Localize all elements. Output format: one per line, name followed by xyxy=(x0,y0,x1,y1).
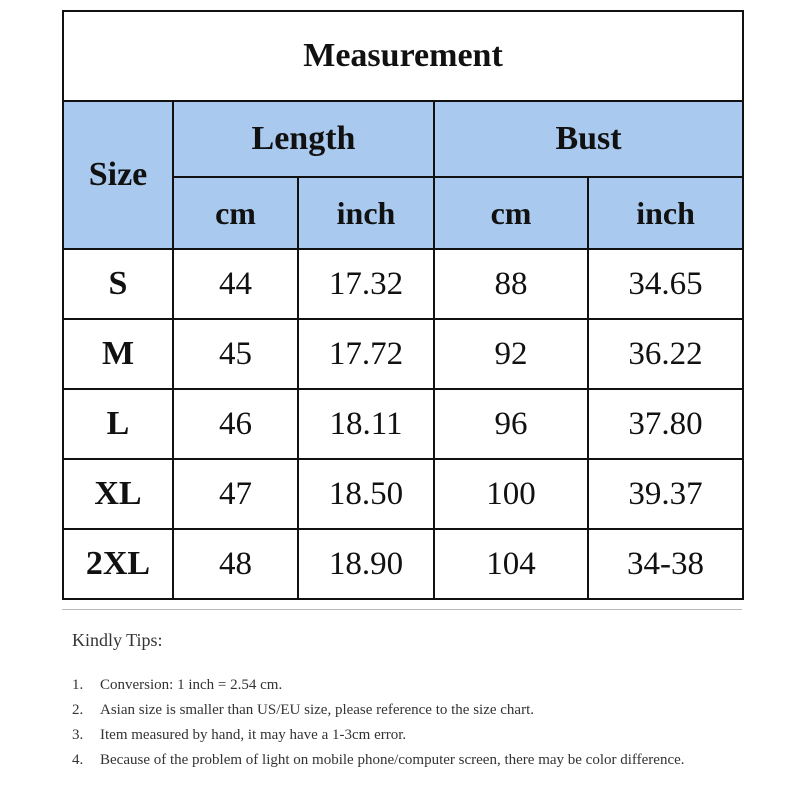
tips-heading: Kindly Tips: xyxy=(72,630,163,650)
length-inch-cell: 18.90 xyxy=(298,529,434,599)
tip-text: Conversion: 1 inch = 2.54 cm. xyxy=(100,677,283,693)
size-column-header: Size xyxy=(63,101,173,249)
length-cm-cell: 48 xyxy=(173,529,298,599)
measurement-table xyxy=(62,10,744,600)
bust-inch-cell: 36.22 xyxy=(588,319,743,389)
tip-number: 4. xyxy=(72,752,84,768)
table-row xyxy=(63,249,743,319)
bust-inch-cell: 34-38 xyxy=(588,529,743,599)
group-header-row xyxy=(63,101,743,177)
tip-number: 2. xyxy=(72,702,84,718)
length-group-header: Length xyxy=(173,101,434,177)
list-item xyxy=(72,723,762,748)
table-row xyxy=(63,529,743,599)
list-item xyxy=(72,673,762,698)
list-item xyxy=(72,748,762,773)
tips-list xyxy=(72,673,762,773)
bust-inch-header: inch xyxy=(588,177,743,249)
bust-cm-header: cm xyxy=(434,177,588,249)
bust-inch-cell: 37.80 xyxy=(588,389,743,459)
table-title: Measurement xyxy=(63,11,743,101)
length-cm-cell: 47 xyxy=(173,459,298,529)
length-inch-cell: 18.50 xyxy=(298,459,434,529)
list-item xyxy=(72,698,762,723)
size-cell: S xyxy=(63,249,173,319)
length-inch-cell: 17.32 xyxy=(298,249,434,319)
bust-cm-cell: 100 xyxy=(434,459,588,529)
bust-inch-cell: 39.37 xyxy=(588,459,743,529)
bust-inch-cell: 34.65 xyxy=(588,249,743,319)
size-cell: XL xyxy=(63,459,173,529)
tip-number: 3. xyxy=(72,727,84,743)
length-inch-cell: 17.72 xyxy=(298,319,434,389)
tip-number: 1. xyxy=(72,677,84,693)
tip-text: Item measured by hand, it may have a 1-3cm error. xyxy=(100,727,407,743)
length-cm-cell: 45 xyxy=(173,319,298,389)
kindly-tips xyxy=(72,630,762,773)
length-inch-header: inch xyxy=(298,177,434,249)
table-row xyxy=(63,459,743,529)
length-cm-cell: 44 xyxy=(173,249,298,319)
size-cell: M xyxy=(63,319,173,389)
tip-text: Because of the problem of light on mobile phone/computer screen, there may be color difference. xyxy=(100,752,685,768)
table-bottom-rule xyxy=(62,609,742,610)
tip-text: Asian size is smaller than US/EU size, please reference to the size chart. xyxy=(100,702,534,718)
bust-cm-cell: 88 xyxy=(434,249,588,319)
length-cm-cell: 46 xyxy=(173,389,298,459)
title-row xyxy=(63,11,743,101)
table-row xyxy=(63,389,743,459)
bust-cm-cell: 96 xyxy=(434,389,588,459)
table-row xyxy=(63,319,743,389)
bust-group-header: Bust xyxy=(434,101,743,177)
bust-cm-cell: 92 xyxy=(434,319,588,389)
bust-cm-cell: 104 xyxy=(434,529,588,599)
size-cell: L xyxy=(63,389,173,459)
size-cell: 2XL xyxy=(63,529,173,599)
length-inch-cell: 18.11 xyxy=(298,389,434,459)
length-cm-header: cm xyxy=(173,177,298,249)
